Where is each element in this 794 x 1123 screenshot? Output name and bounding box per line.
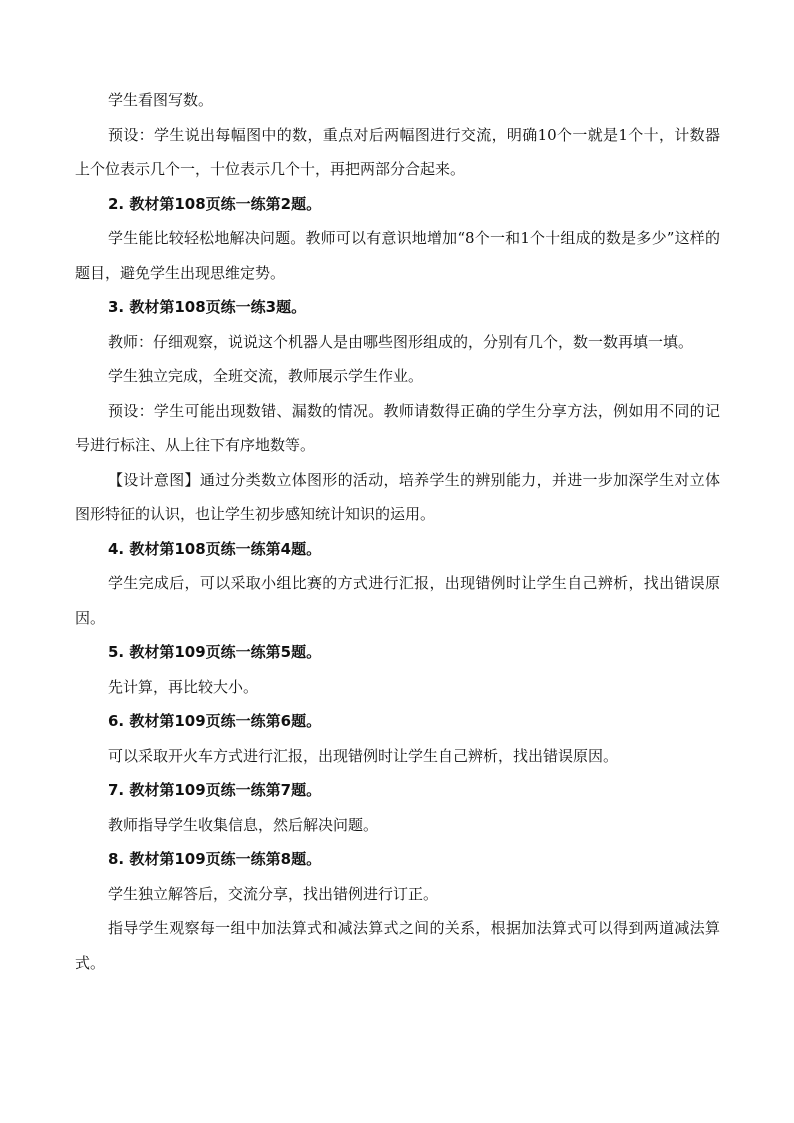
paragraph-teacher-robot: 教师：仔细观察，说说这个机器人是由哪些图形组成的，分别有几个，数一数再填一填。 (108, 332, 694, 351)
paragraph-exercise-7: 教师指导学生收集信息，然后解决问题。 (108, 815, 379, 834)
paragraph-design-intent: 【设计意图】通过分类数立体图形的活动，培养学生的辨别能力，并进一步加深学生对立体图形特征的认识，也让学生初步感知统计知识的运用。 (75, 470, 720, 523)
document-body (75, 83, 720, 980)
heading-exercise-5: 5. 教材第109页练一练第5题。 (108, 643, 322, 661)
paragraph-look-write: 学生看图写数。 (108, 91, 214, 109)
paragraph-exercise-5: 先计算，再比较大小。 (108, 677, 259, 696)
paragraph-preset-2: 预设：学生可能出现数错、漏数的情况。教师请数得正确的学生分享方法，例如用不同的记号进行标注、从上往下有序地数等。 (75, 401, 720, 454)
heading-exercise-6: 6. 教材第109页练一练第6题。 (108, 712, 322, 730)
paragraph-exercise-4: 学生完成后，可以采取小组比赛的方式进行汇报，出现错例时让学生自己辨析，找出错误原因。 (75, 574, 720, 627)
paragraph-guide-observe: 指导学生观察每一组中加法算式和减法算式之间的关系，根据加法算式可以得到两道减法算式。 (75, 919, 720, 972)
paragraph-independent: 学生独立完成，全班交流，教师展示学生作业。 (108, 367, 424, 385)
paragraph-exercise-2: 学生能比较轻松地解决问题。教师可以有意识地增加“8个一和1个十组成的数是多少”这样的题目，避免学生出现思维定势。 (75, 229, 720, 282)
heading-exercise-2: 2. 教材第108页练一练第2题。 (108, 194, 322, 213)
paragraph-exercise-8: 学生独立解答后，交流分享，找出错例进行订正。 (108, 884, 439, 903)
heading-exercise-8: 8. 教材第109页练一练第8题。 (108, 850, 322, 868)
paragraph-exercise-6: 可以采取开火车方式进行汇报，出现错例时让学生自己辨析，找出错误原因。 (108, 746, 619, 765)
paragraph-preset-1: 预设：学生说出每幅图中的数，重点对后两幅图进行交流，明确10个一就是1个十，计数器上个位表示几个一，十位表示几个十，再把两部分合起来。 (75, 125, 720, 178)
heading-exercise-7: 7. 教材第109页练一练第7题。 (108, 781, 322, 799)
heading-exercise-3: 3. 教材第108页练一练3题。 (108, 298, 307, 316)
heading-exercise-4: 4. 教材第108页练一练第4题。 (108, 539, 322, 558)
